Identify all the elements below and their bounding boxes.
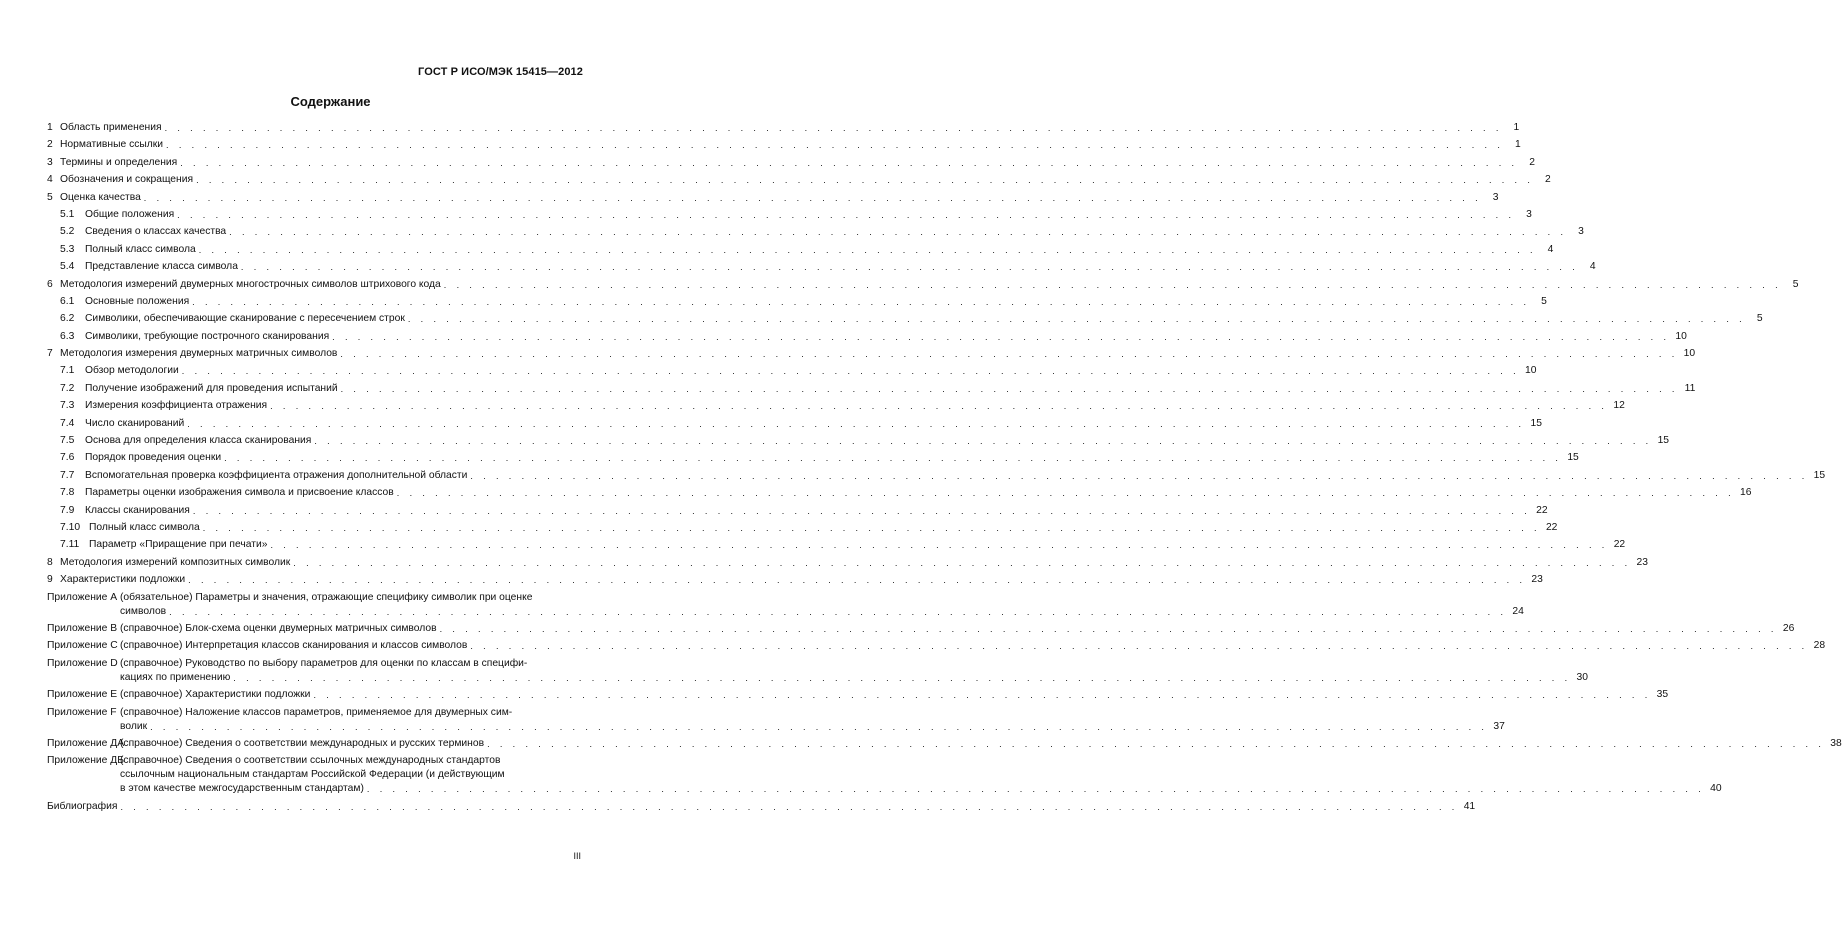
- toc-entry[interactable]: [47, 191, 1499, 205]
- toc-entry-title: волик: [120, 720, 148, 732]
- dot-leader: [270, 538, 1608, 552]
- toc-entry-page: 2: [1529, 156, 1535, 168]
- toc-entry-page: 22: [1613, 539, 1626, 551]
- toc-entry-title: Параметры оценки изображения символа и присвоение классов: [85, 487, 394, 499]
- toc-entry-page: 4: [1589, 261, 1596, 273]
- toc-subentry[interactable]: [47, 399, 1625, 413]
- toc-entry-title: Методология измерений композитных символик: [60, 556, 291, 568]
- toc-entry-page: 28: [1813, 640, 1826, 652]
- toc-entry-title: Термины и определения: [60, 156, 178, 168]
- toc-entry-title: Классы сканирования: [85, 504, 190, 516]
- dot-leader: [444, 278, 1782, 292]
- dot-leader: [470, 639, 1808, 653]
- toc-entry-page: 10: [1675, 330, 1687, 342]
- toc-entry-number: 7.2: [60, 382, 75, 394]
- toc-entry-number: 4: [47, 174, 53, 186]
- toc-entry-title: Параметр «Приращение при печати»: [89, 539, 268, 551]
- dot-leader: [233, 671, 1571, 685]
- dot-leader: [470, 469, 1808, 483]
- toc-entry-title: (справочное) Характеристики подложки: [120, 689, 311, 701]
- toc-entry-number: 7.8: [60, 487, 75, 499]
- toc-entry-number: 6.3: [60, 330, 75, 342]
- toc-entry-title: Методология измерений двумерных многострочных символов штрихового кода: [60, 278, 441, 290]
- toc-entry-page: 3: [1578, 226, 1584, 238]
- dot-leader: [187, 417, 1525, 431]
- toc-entry-page: 15: [1813, 469, 1826, 481]
- toc-entry-page: 5: [1792, 278, 1799, 290]
- toc-entry-number: 9: [47, 574, 53, 586]
- toc-entry-title: Вспомогательная проверка коэффициента отражения дополнительной области: [85, 469, 468, 481]
- toc-subentry[interactable]: [47, 382, 1696, 396]
- toc-entry-title: Характеристики подложки: [60, 574, 186, 586]
- toc-entry-number: 7.11: [60, 539, 80, 551]
- toc-entry-page: 3: [1492, 191, 1499, 203]
- toc-entry[interactable]: [47, 573, 1543, 587]
- toc-entry-page: 23: [1531, 574, 1543, 586]
- toc-entry-title: Число сканирований: [85, 417, 185, 429]
- toc-appendix-entry[interactable]: [47, 591, 1524, 619]
- toc-entry-title: (справочное) Интерпретация классов сканирования и классов символов: [120, 640, 468, 652]
- toc-entry-title: Общие положения: [85, 208, 175, 220]
- toc-entry-title: (справочное) Блок-схема оценки двумерных матричных символов: [120, 622, 437, 634]
- toc-appendix-entry[interactable]: [47, 639, 1826, 653]
- toc-subentry[interactable]: [47, 312, 1763, 326]
- dot-leader: [193, 504, 1531, 518]
- dot-leader: [408, 312, 1746, 326]
- toc-entry-number: Приложение С: [47, 640, 118, 652]
- dot-leader: [487, 737, 1825, 751]
- toc-entry-page: 41: [1463, 800, 1476, 812]
- toc-entry-title: (справочное) Сведения о соответствии международных и русских терминов: [120, 737, 485, 749]
- toc-subentry[interactable]: [47, 225, 1584, 239]
- toc-subentry[interactable]: [47, 504, 1548, 518]
- toc-entry-number: 5.2: [60, 226, 75, 238]
- toc-entry-number: 5.4: [60, 261, 75, 273]
- toc-subentry[interactable]: [47, 521, 1558, 535]
- toc-appendix-entry[interactable]: [47, 688, 1669, 702]
- toc-entry-title: Полный класс символа: [85, 243, 196, 255]
- dot-leader: [224, 451, 1562, 465]
- toc-entry-number: 7.7: [60, 469, 75, 481]
- toc-entry-page: 30: [1576, 671, 1588, 683]
- toc-entry-page: 35: [1656, 689, 1669, 701]
- toc-entry-number: 8: [47, 556, 53, 568]
- toc-entry-title: Сведения о классах качества: [85, 226, 227, 238]
- toc-entry[interactable]: [47, 173, 1551, 187]
- toc-subentry[interactable]: [47, 208, 1532, 222]
- toc-entry-title-line: (справочное) Сведения о соответствии ссылочных международных стандартов: [120, 755, 501, 767]
- dot-leader: [440, 622, 1778, 636]
- dot-leader: [169, 605, 1507, 619]
- toc-entry-number: 1: [47, 122, 53, 133]
- toc-entry-number: 7.3: [60, 400, 75, 412]
- toc-entry-title: Библиография: [47, 800, 118, 812]
- toc-entry-number: Приложение ДА: [47, 737, 125, 749]
- dot-leader: [182, 364, 1520, 378]
- toc-entry-page: 15: [1567, 452, 1579, 464]
- toc-entry-title: символов: [120, 605, 167, 617]
- dot-leader: [199, 243, 1537, 257]
- dot-leader: [150, 720, 1488, 734]
- toc-entry-number: Приложение D: [47, 657, 118, 669]
- toc-entry-title: Основа для определения класса сканирования: [85, 435, 312, 447]
- dot-leader: [293, 556, 1631, 570]
- toc-subentry[interactable]: [47, 469, 1826, 483]
- toc-entry-page: 38: [1830, 737, 1842, 749]
- toc-entry-title: Полный класс символа: [89, 521, 200, 533]
- toc-entry[interactable]: [47, 156, 1535, 170]
- toc-entry-page: 12: [1613, 400, 1625, 412]
- toc-entry-page: 5: [1541, 295, 1547, 307]
- toc-entry-number: Приложение ДБ: [47, 755, 124, 767]
- toc-entry-page: 37: [1493, 720, 1505, 732]
- toc-entry-number: 6.2: [60, 313, 75, 325]
- toc-entry-title: Обзор методологии: [85, 365, 179, 377]
- toc-entry-page: 22: [1545, 521, 1558, 533]
- toc-entry-title: Символики, обеспечивающие сканирование с пересечением строк: [85, 313, 405, 325]
- toc-entry-number: 7.10: [60, 521, 81, 533]
- toc-entry-title: Методология измерения двумерных матричных символов: [60, 348, 338, 360]
- toc-entry-page: 10: [1525, 365, 1537, 377]
- toc-entry-number: 6.1: [60, 295, 75, 307]
- toc-entry-title-line: ссылочным национальным стандартам Российской Федерации (и действующим: [120, 769, 505, 781]
- page-number: III: [573, 851, 581, 861]
- standard-designation: ГОСТ Р ИСО/МЭК 15415—2012: [418, 66, 583, 78]
- toc-entry[interactable]: [47, 347, 1696, 361]
- toc-entry-number: 5.1: [60, 208, 75, 220]
- toc-entry-page: 11: [1684, 382, 1696, 394]
- toc-entry-number: 7.5: [60, 435, 75, 447]
- toc-entry-title: Измерения коэффициента отражения: [85, 400, 268, 412]
- dot-leader: [270, 399, 1608, 413]
- toc-entry-page: 1: [1515, 139, 1521, 151]
- toc-subentry[interactable]: [47, 434, 1670, 448]
- dot-leader: [313, 688, 1651, 702]
- toc-entry[interactable]: [47, 278, 1799, 292]
- dot-leader: [367, 782, 1705, 796]
- dot-leader: [241, 260, 1579, 274]
- dot-leader: [203, 521, 1541, 535]
- toc-entry-page: 15: [1530, 417, 1542, 429]
- dot-leader: [165, 121, 1503, 135]
- dot-leader: [177, 208, 1515, 222]
- toc-entry-number: Приложение В: [47, 622, 118, 634]
- toc-entry-number: 3: [47, 156, 53, 168]
- toc-entry-number: Приложение F: [47, 706, 117, 718]
- dot-leader: [314, 434, 1652, 448]
- toc-entry-number: 5: [47, 191, 53, 203]
- toc-entry-page: 24: [1512, 605, 1524, 617]
- toc-entry-page: 40: [1710, 783, 1722, 795]
- toc-entry-title: Обозначения и сокращения: [60, 174, 194, 186]
- toc-entry[interactable]: [47, 556, 1648, 570]
- toc-subentry[interactable]: [47, 330, 1687, 344]
- toc-entry-title: Получение изображений для проведения испытаний: [85, 382, 338, 394]
- toc-entry-title: Оценка качества: [60, 191, 141, 203]
- toc-entry[interactable]: [47, 138, 1521, 152]
- dot-leader: [196, 173, 1534, 187]
- toc-entry-title: Область применения: [60, 122, 162, 133]
- toc-entry-title: Порядок проведения оценки: [85, 452, 222, 464]
- toc-entry-page: 5: [1756, 313, 1763, 325]
- toc-entry-number: 7.4: [60, 417, 75, 429]
- dot-leader: [229, 225, 1567, 239]
- toc-entry-title: Символики, требующие построчного сканирования: [85, 330, 330, 342]
- dot-leader: [340, 347, 1678, 361]
- toc-entry-page: 4: [1547, 243, 1554, 255]
- toc-subentry[interactable]: [47, 486, 1752, 500]
- toc-entry-number: 7.1: [60, 365, 75, 377]
- toc-subentry[interactable]: [47, 295, 1547, 309]
- toc-title: Содержание: [290, 94, 371, 109]
- dot-leader: [188, 573, 1526, 587]
- toc-entry-page: 16: [1740, 487, 1752, 499]
- toc-entry-title: в этом качестве межгосударственным стандартам): [120, 783, 364, 795]
- toc-entry-title: Нормативные ссылки: [60, 139, 164, 151]
- toc-subentry[interactable]: [47, 451, 1579, 465]
- toc-entry-title-line: (справочное) Наложение классов параметров, применяемое для двумерных сим-: [120, 706, 513, 718]
- toc-entry-number: 7.9: [60, 504, 75, 516]
- toc-appendix-entry[interactable]: [47, 622, 1795, 636]
- toc-entry-page: 22: [1536, 504, 1548, 516]
- dot-leader: [332, 330, 1670, 344]
- dot-leader: [120, 800, 1458, 814]
- toc-appendix-entry[interactable]: [47, 737, 1842, 751]
- toc-entry-number: 5.3: [60, 243, 75, 255]
- toc-subentry[interactable]: [47, 364, 1537, 378]
- toc-appendix-entry[interactable]: [47, 706, 1505, 734]
- toc-entry-page: 2: [1545, 174, 1551, 186]
- dot-leader: [180, 156, 1518, 170]
- toc-entry-title: Представление класса символа: [85, 261, 238, 273]
- toc-entry-title: кациях по применению: [120, 671, 231, 683]
- dot-leader: [341, 382, 1679, 396]
- dot-leader: [144, 191, 1482, 205]
- toc-entry-page: 3: [1526, 208, 1532, 220]
- toc-entry-title: Основные положения: [85, 295, 190, 307]
- dot-leader: [166, 138, 1504, 152]
- toc-entry-page: 10: [1683, 348, 1696, 360]
- toc-entry-number: 7.6: [60, 452, 75, 464]
- toc-subentry[interactable]: [47, 243, 1554, 257]
- toc-entry-title-line: (обязательное) Параметры и значения, отражающие специфику символик при оценке: [120, 591, 533, 603]
- toc-appendix-entry[interactable]: [47, 754, 1722, 796]
- toc-entry-number: Приложение А: [47, 591, 118, 603]
- dot-leader: [397, 486, 1735, 500]
- dot-leader: [192, 295, 1530, 309]
- toc-subentry[interactable]: [47, 260, 1596, 274]
- toc-entry-number: 2: [47, 139, 53, 151]
- toc-bibliography-entry[interactable]: [47, 800, 1476, 814]
- table-of-contents: [47, 121, 1842, 817]
- toc-entry-title-line: (справочное) Руководство по выбору параметров для оценки по классам в специфи-: [120, 657, 528, 669]
- toc-subentry[interactable]: [47, 538, 1626, 552]
- toc-entry-page: 23: [1636, 556, 1648, 568]
- toc-entry-page: 1: [1513, 122, 1520, 133]
- toc-entry-page: 26: [1782, 622, 1795, 634]
- toc-entry[interactable]: [47, 121, 1520, 135]
- toc-subentry[interactable]: [47, 417, 1542, 431]
- toc-entry-page: 15: [1657, 435, 1670, 447]
- toc-entry-number: Приложение Е: [47, 689, 118, 701]
- toc-entry-number: 6: [47, 278, 53, 290]
- toc-appendix-entry[interactable]: [47, 657, 1588, 685]
- toc-entry-number: 7: [47, 348, 53, 360]
